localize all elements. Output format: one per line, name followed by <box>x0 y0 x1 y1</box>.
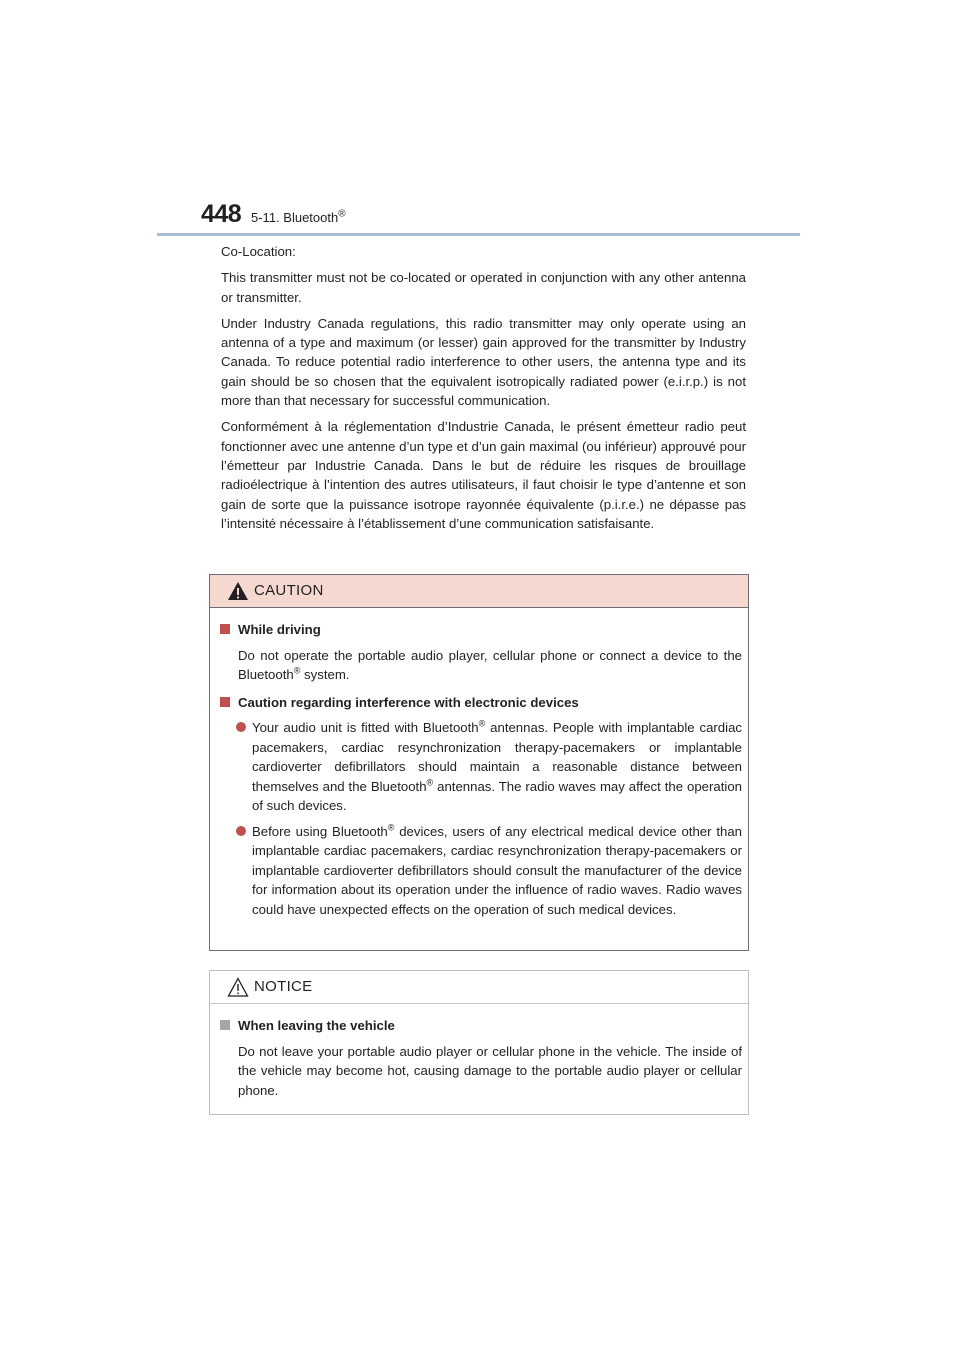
caution-body <box>210 608 748 919</box>
paragraph-colocation: Co-Location: <box>221 244 296 259</box>
caution-bullet: Your audio unit is fitted with Bluetooth® antennas. People with implantable cardiac pacemakers, cardiac resynchronization therapy-pacemakers or implantable cardioverter defibrillators should maintain a reasonable distance between themselves and the Bluetooth® antennas. The radio waves may affect the operation of such devices. <box>236 718 742 816</box>
caution-box <box>209 574 749 951</box>
notice-header <box>210 971 748 1004</box>
warning-triangle-icon <box>227 581 249 601</box>
square-bullet-icon <box>220 1020 230 1030</box>
caution-header <box>210 575 748 608</box>
round-bullet-icon <box>236 722 246 732</box>
paragraph-transmitter: This transmitter must not be co-located or operated in conjunction with any other antenna or transmitter. <box>221 270 746 305</box>
caution-title: CAUTION <box>254 582 324 599</box>
warning-triangle-icon <box>227 977 249 997</box>
round-bullet-icon <box>236 826 246 836</box>
caution-item-text: Do not operate the portable audio player, cellular phone or connect a device to the Bluetooth® system. <box>238 647 742 682</box>
notice-box <box>209 970 749 1115</box>
paragraph-industry-canada: Under Industry Canada regulations, this radio transmitter may only operate using an antenna of a type and maximum (or lesser) gain approved for the transmitter by Industry Canada. To reduce potential radio interference to other users, the antenna type and its gain should be so chosen that the equivalent isotropically radiated power (e.i.r.p.) is not more than that necessary for successful communication. <box>221 315 746 409</box>
notice-item-text: Do not leave your portable audio player or cellular phone in the vehicle. The inside of the vehicle may become hot, causing damage to the portable audio player or cellular phone. <box>238 1043 742 1098</box>
body-text <box>221 242 746 540</box>
header-rule <box>157 233 800 236</box>
caution-bullet: Before using Bluetooth® devices, users of any electrical medical device other than implantable cardiac pacemakers, cardiac resynchronization therapy-pacemakers or implantable cardioverter defibrillators should consult the manufacturer of the device for information about its operation under the influence of radio waves. Radio waves could have unexpected effects on the operation of such medical devices. <box>236 822 742 920</box>
notice-item-title: When leaving the vehicle <box>220 1016 742 1036</box>
notice-title: NOTICE <box>254 978 313 995</box>
square-bullet-icon <box>220 624 230 634</box>
notice-body <box>210 1004 748 1100</box>
caution-item-title: Caution regarding interference with electronic devices <box>220 693 742 713</box>
section-title: 5-11. Bluetooth® <box>251 208 346 225</box>
square-bullet-icon <box>220 697 230 707</box>
caution-item-title: While driving <box>220 620 742 640</box>
paragraph-french: Conformément à la réglementation d’Industrie Canada, le présent émetteur radio peut fonctionner avec une antenne d’un type et d’un gain maximal (ou inférieur) approuvé pour l’émetteur par Industrie Canada. Dans le but de réduire les risques de brouillage radioélectrique à l’intention des autres utilisateurs, il faut choisir le type d’antenne et son gain de sorte que la puissance isotrope rayonnée équivalente (p.i.r.e.) ne dépasse pas l’intensité nécessaire à l’établissement d’une communication satisfaisante. <box>221 419 746 531</box>
page-number: 448 <box>201 200 242 228</box>
